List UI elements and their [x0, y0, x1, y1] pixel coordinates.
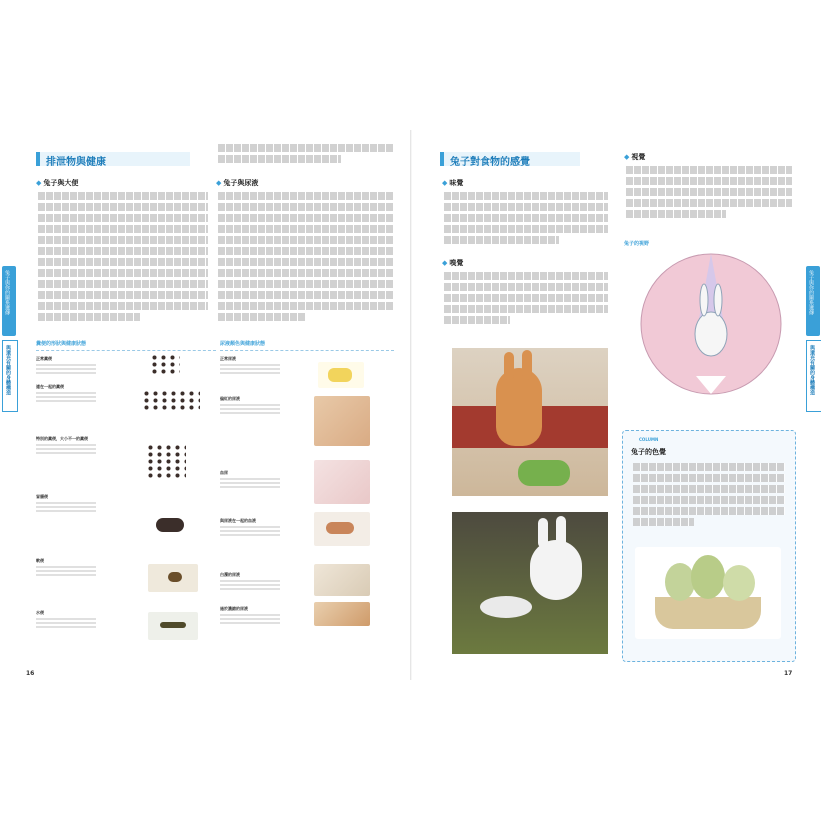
- rabbit-head-icon: [695, 312, 727, 356]
- column-tag: COLUMN: [639, 437, 659, 442]
- cecotrope-image: [156, 518, 184, 532]
- soft-feces-image: [148, 564, 198, 592]
- left-section-bar: [36, 152, 190, 166]
- column-title: 兔子的色覺: [631, 448, 666, 456]
- feces-box-title: 糞便的形狀與健康狀態: [36, 341, 87, 347]
- left-side-tab-white: 與還充有關的身體構造: [2, 340, 18, 412]
- left-page: [22, 140, 408, 677]
- feces-item-soft: 軟便: [36, 558, 96, 576]
- feces-paragraph: [38, 192, 208, 324]
- right-side-tab-white: 與還充有關的身體構造: [806, 340, 821, 412]
- feces-item-cecotrope: 盲腸便: [36, 494, 96, 512]
- vision-figure-title: 兔子的視野: [624, 241, 650, 247]
- vision-heading: ◆ 視覺: [624, 152, 645, 162]
- right-section-title: 兔子對食物的感覺: [450, 157, 530, 168]
- normal-feces-image: [150, 354, 180, 376]
- urine-heading: ◆ 兔子與尿液: [216, 178, 258, 188]
- blood-mixed-urine-image: [314, 512, 370, 546]
- right-page: [414, 140, 802, 677]
- reddish-urine-image: [314, 396, 370, 446]
- left-side-tab-blue: 兔子與你的關系遺傳: [2, 266, 16, 336]
- urine-box-title: 尿液顏色與健康狀態: [220, 341, 266, 347]
- feces-box-divider: [36, 350, 216, 351]
- feces-item-normal: 正常糞便: [36, 356, 96, 374]
- col2-top-paragraph: [218, 144, 394, 166]
- right-side-tab-blue: 兔子與你的關系遺傳: [806, 266, 820, 336]
- taste-paragraph: [444, 192, 608, 247]
- right-section-bar: [440, 152, 580, 166]
- rabbit-ear-left-icon: [700, 284, 708, 316]
- rabbit-ear-right-icon: [714, 284, 722, 316]
- irregular-feces-image: [146, 444, 186, 480]
- urine-item-cloudy: 白濁的尿液: [220, 572, 280, 590]
- normal-urine-image: [318, 362, 364, 388]
- left-page-number: 16: [26, 670, 35, 677]
- white-rabbit-photo: [452, 512, 608, 654]
- column-box: [622, 430, 796, 662]
- urine-item-normal: 正常尿液: [220, 356, 280, 374]
- feces-item-watery: 水便: [36, 610, 96, 628]
- taste-heading: ◆ 味覺: [442, 178, 463, 188]
- rabbit-eating-photo: [452, 348, 608, 496]
- urine-box-divider: [220, 350, 394, 351]
- concentrated-urine-image: [314, 602, 370, 626]
- connected-feces-image: [142, 390, 200, 410]
- field-of-view-diagram: [626, 244, 796, 404]
- book-gutter: [410, 130, 412, 680]
- blood-urine-image: [314, 460, 370, 504]
- smell-paragraph: [444, 272, 608, 327]
- feces-heading: ◆ 兔子與大便: [36, 178, 78, 188]
- urine-item-concentrated: 過於濃縮的尿液: [220, 606, 280, 624]
- feces-item-connected: 連在一起的糞便: [36, 384, 96, 402]
- right-page-number: 17: [784, 670, 793, 677]
- watery-feces-image: [148, 612, 198, 640]
- urine-item-blood: 血尿: [220, 470, 280, 488]
- column-paragraph: [633, 463, 785, 529]
- urine-item-blood-mixed: 與尿液在一起的血液: [220, 518, 280, 536]
- feces-item-irregular: 特別的糞便，大小不一的糞便: [36, 436, 96, 454]
- vegetable-basket-illustration: [635, 547, 781, 639]
- urine-item-reddish: 偏紅的尿液: [220, 396, 280, 414]
- smell-heading: ◆ 嗅覺: [442, 258, 463, 268]
- urine-paragraph: [218, 192, 394, 324]
- cloudy-urine-image: [314, 564, 370, 596]
- left-section-title: 排泄物與健康: [46, 157, 106, 168]
- vision-paragraph: [626, 166, 792, 221]
